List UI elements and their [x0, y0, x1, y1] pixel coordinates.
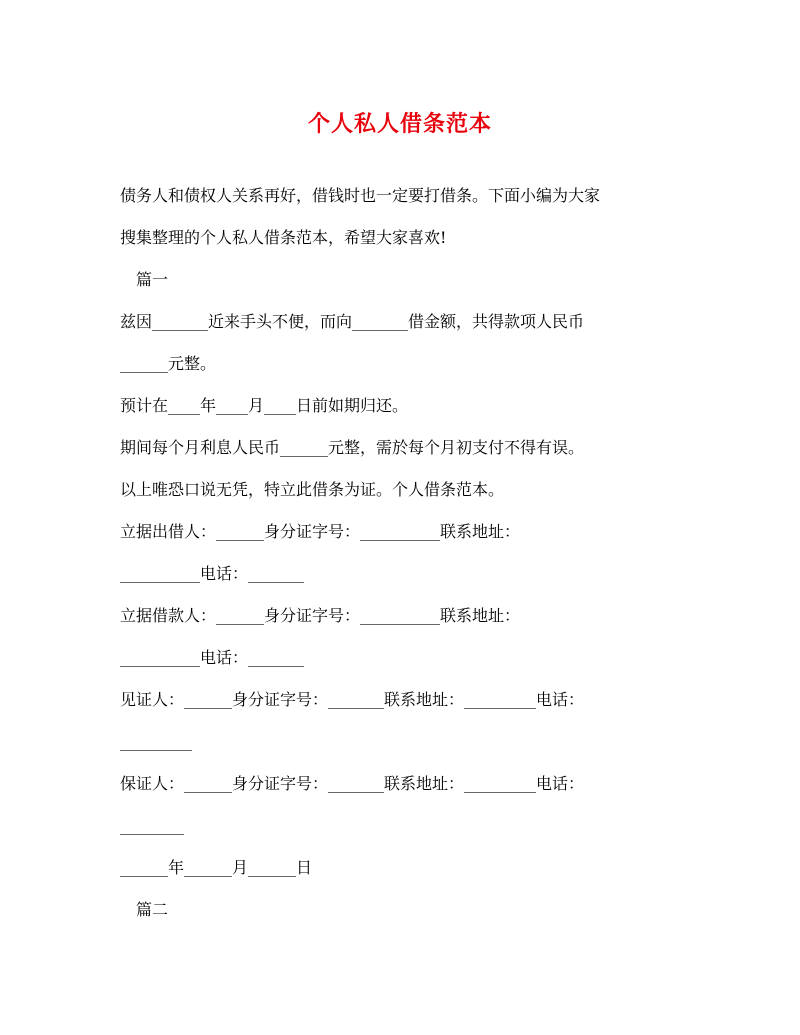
witness-line-2: _________ [120, 732, 192, 751]
document-title: 个人私人借条范本 [307, 111, 492, 137]
lender-line-2: __________电话：_______ [120, 564, 305, 583]
date-line: ______年______月______日 [120, 858, 313, 877]
guarantor-line-1: 保证人：______身分证字号：_______联系地址：_________电话： [120, 774, 585, 793]
witness-line-1: 见证人：______身分证字号：_______联系地址：_________电话： [120, 690, 585, 709]
body-line-4: 期间每个月利息人民币______元整，需於每个月初支付不得有误。 [120, 438, 585, 457]
body-line-2: ______元整。 [120, 354, 217, 373]
borrower-line-2: __________电话：_______ [120, 648, 305, 667]
intro-line-1: 债务人和债权人关系再好，借钱时也一定要打借条。下面小编为大家 [120, 186, 601, 205]
lender-line-1: 立据出借人：______身分证字号：__________联系地址： [120, 522, 521, 541]
section-heading-1: 篇一 [136, 270, 169, 289]
body-line-1: 兹因_______近来手头不便，而向_______借金额，共得款项人民币 [120, 312, 585, 331]
section-heading-2: 篇二 [136, 900, 169, 919]
guarantor-line-2: ________ [120, 816, 184, 835]
body-line-3: 预计在____年____月____日前如期归还。 [120, 396, 409, 415]
body-line-5: 以上唯恐口说无凭，特立此借条为证。个人借条范本。 [120, 480, 505, 499]
intro-line-2: 搜集整理的个人私人借条范本，希望大家喜欢! [120, 228, 447, 247]
borrower-line-1: 立据借款人：______身分证字号：__________联系地址： [120, 606, 521, 625]
